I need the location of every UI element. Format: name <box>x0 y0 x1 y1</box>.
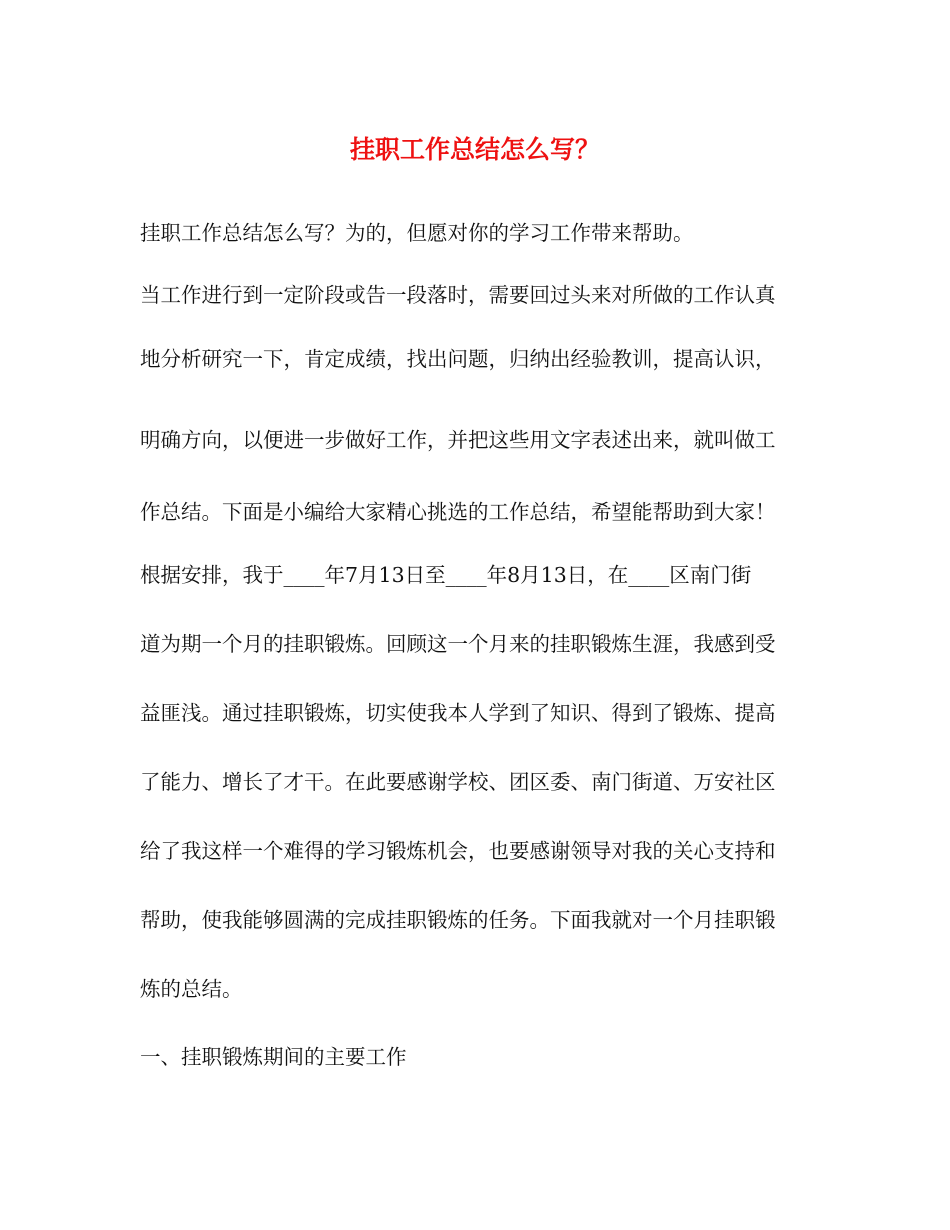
paragraph-line: 给了我这样一个难得的学习锻炼机会，也要感谢领导对我的关心支持和 <box>140 839 776 863</box>
paragraph-line: 地分析研究一下，肯定成绩，找出问题，归纳出经验教训，提高认识， <box>140 347 776 371</box>
paragraph-line: 明确方向，以便进一步做好工作，并把这些用文字表述出来，就叫做工 <box>140 428 776 452</box>
paragraph-line: 了能力、增长了才干。在此要感谢学校、团区委、南门街道、万安社区 <box>140 770 776 794</box>
section-heading: 一、挂职锻炼期间的主要工作 <box>140 1045 407 1069</box>
paragraph-line: 作总结。下面是小编给大家精心挑选的工作总结，希望能帮助到大家！ <box>140 500 776 524</box>
paragraph-line: 道为期一个月的挂职锻炼。回顾这一个月来的挂职锻炼生涯，我感到受 <box>140 632 776 656</box>
paragraph-line: 帮助，使我能够圆满的完成挂职锻炼的任务。下面我就对一个月挂职锻 <box>140 908 776 932</box>
paragraph-line: 炼的总结。 <box>140 977 243 1001</box>
paragraph-line: 益匪浅。通过挂职锻炼，切实使我本人学到了知识、得到了锻炼、提高 <box>140 701 776 725</box>
intro-line: 挂职工作总结怎么写？为的，但愿对你的学习工作带来帮助。 <box>140 221 694 245</box>
document-title: 挂职工作总结怎么写？ <box>349 135 600 164</box>
paragraph-line: 根据安排，我于____年7月13日至____年8月13日，在____区南门街 <box>140 563 752 587</box>
paragraph-line: 当工作进行到一定阶段或告一段落时，需要回过头来对所做的工作认真 <box>140 283 776 307</box>
